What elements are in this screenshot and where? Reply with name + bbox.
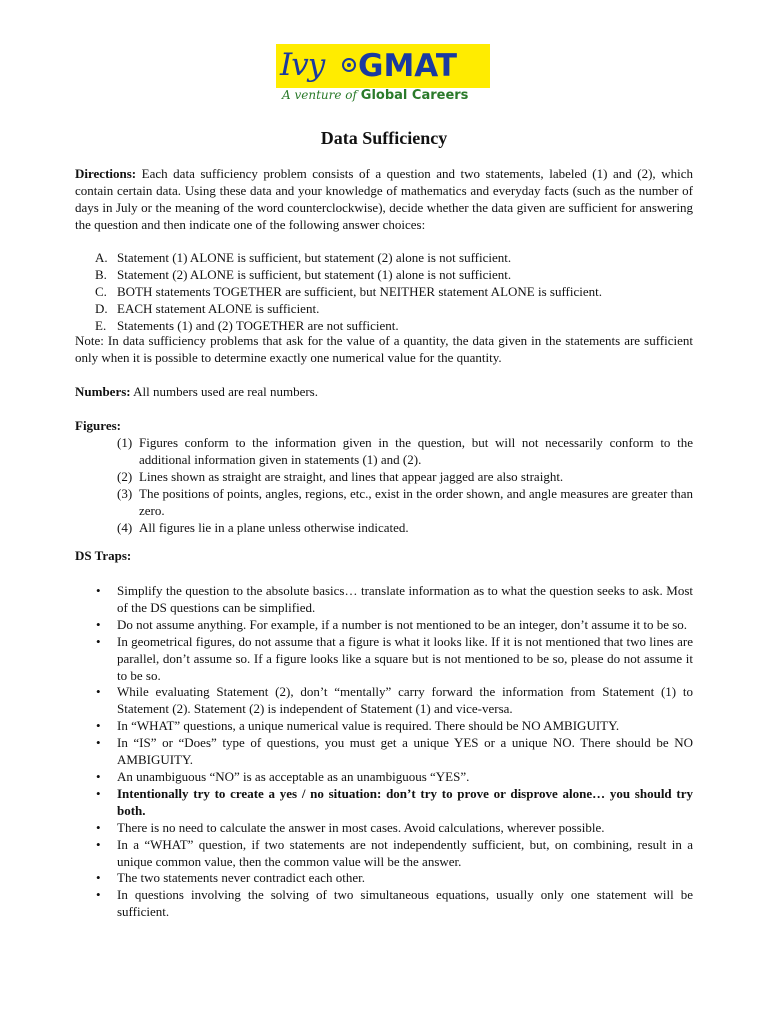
logo-tagline-prefix: A venture of <box>282 88 357 102</box>
list-item-text: An unambiguous “NO” is as acceptable as an unambiguous “YES”. <box>117 768 470 784</box>
list-item <box>96 735 693 769</box>
answer-choice <box>75 301 693 318</box>
figure-rule <box>117 486 693 520</box>
list-item-text: The two statements never contradict each other. <box>117 870 365 886</box>
figure-rule-text: All figures lie in a plane unless otherwise indicated. <box>139 519 409 535</box>
choice-letter: D. <box>95 300 108 316</box>
figures-heading: Figures: <box>75 418 121 433</box>
bullet-icon: • <box>96 819 101 835</box>
logo-tagline-brand: Global Careers <box>360 88 469 103</box>
list-item-text: There is no need to calculate the answer in most cases. Avoid calculations, wherever possible. <box>117 819 605 835</box>
directions-paragraph <box>75 166 693 234</box>
list-item <box>96 718 693 735</box>
answer-choices-list <box>75 250 693 335</box>
note-paragraph: Note: In data sufficiency problems that ask for the value of a quantity, the data given in the statements are sufficient only when it is possible to determine exactly one numerical value for the quantity. <box>75 333 693 365</box>
choice-text: Statements (1) and (2) TOGETHER are not sufficient. <box>117 317 399 333</box>
answer-choice <box>75 267 693 284</box>
figure-rule-number: (2) <box>117 468 133 484</box>
bullet-icon: • <box>96 616 101 632</box>
bullet-icon: • <box>96 583 101 598</box>
bullet-icon: • <box>96 870 101 886</box>
bullet-icon: • <box>96 718 101 734</box>
list-item-text: Intentionally try to create a yes / no situation: don’t try to prove or disprove alone… you should try both. <box>117 785 693 818</box>
bullet-icon: • <box>96 887 101 903</box>
figure-rule <box>117 520 693 537</box>
list-item-text: Simplify the question to the absolute basics… translate information as to what the question seeks to ask. Most of the DS questions can be simplified. <box>117 583 693 615</box>
list-item <box>96 583 693 617</box>
choice-text: Statement (1) ALONE is sufficient, but statement (2) alone is not sufficient. <box>117 250 512 265</box>
figure-rule-number: (4) <box>117 519 133 535</box>
figure-rule <box>117 469 693 486</box>
list-item <box>96 870 693 887</box>
ds-traps-heading: DS Traps: <box>75 548 132 563</box>
directions-label: Directions: <box>75 166 137 181</box>
logo-gmat-text: GMAT <box>358 48 458 84</box>
directions-text: Each data sufficiency problem consists of a question and two statements, labeled (1) and (2), which contain certain data. Using these data and your knowledge of mathematics and everyday facts (such as the number of days in July or the meaning of the word counterclockwise), decide whether the data given are sufficient for answering the question and then indicate one of the following answer choices: <box>75 166 693 232</box>
logo-ivy-text: Ivy <box>280 47 325 83</box>
list-item-text: While evaluating Statement (2), don’t “mentally” carry forward the information from Statement (1) to Statement (2). Statement (2) is independent of Statement (1) and vice-versa. <box>117 684 693 717</box>
logo-tagline <box>282 88 468 103</box>
page-title: Data Sufficiency <box>320 128 448 148</box>
numbers-text: All numbers used are real numbers. <box>130 384 318 399</box>
ds-traps-list <box>96 583 693 921</box>
bullet-icon: • <box>96 633 101 649</box>
ivygmat-logo <box>276 44 490 108</box>
figure-rule-text: Figures conform to the information given in the question, but will not necessarily conform to the additional information given in statements (1) and (2). <box>139 435 693 467</box>
logo-target-icon <box>342 58 356 72</box>
answer-choice <box>75 318 693 335</box>
bullet-icon: • <box>96 768 101 784</box>
list-item <box>96 617 693 634</box>
figure-rule-text: Lines shown as straight are straight, and lines that appear jagged are also straight. <box>139 468 564 484</box>
figure-rule <box>117 435 693 469</box>
choice-letter: A. <box>95 250 108 265</box>
numbers-label: Numbers: <box>75 384 131 399</box>
list-item-text: In a “WHAT” question, if two statements are not independently sufficient, but, on combining, result in a unique common value, then the common value will be the answer. <box>117 836 693 869</box>
choice-text: BOTH statements TOGETHER are sufficient, but NEITHER statement ALONE is sufficient. <box>117 283 603 299</box>
list-item-text: Do not assume anything. For example, if a number is not mentioned to be an integer, don’t assume it to be so. <box>117 616 688 632</box>
list-item <box>96 887 693 921</box>
figure-rule-number: (1) <box>117 435 133 450</box>
list-item-text: In “WHAT” questions, a unique numerical value is required. There should be NO AMBIGUITY. <box>117 718 620 734</box>
list-item-text: In geometrical figures, do not assume that a figure is what it looks like. If it is not mentioned that two lines are parallel, don’t assume so. If a figure looks like a square but is not mentioned to be so, please do not assume it to be so. <box>117 633 693 683</box>
answer-choice <box>75 250 693 267</box>
bullet-icon: • <box>96 836 101 852</box>
list-item-text: In “IS” or “Does” type of questions, you must get a unique YES or a unique NO. There should be NO AMBIGUITY. <box>117 735 693 768</box>
list-item-text: In questions involving the solving of two simultaneous equations, usually only one statement will be sufficient. <box>117 887 693 920</box>
figure-rule-number: (3) <box>117 485 133 501</box>
figure-rule-text: The positions of points, angles, regions, etc., exist in the order shown, and angle measures are greater than zero. <box>139 485 693 518</box>
bullet-icon: • <box>96 684 101 700</box>
list-item <box>96 786 693 820</box>
figures-list <box>117 435 693 536</box>
bullet-icon: • <box>96 785 101 801</box>
choice-text: EACH statement ALONE is sufficient. <box>117 300 320 316</box>
choice-letter: C. <box>95 283 107 299</box>
choice-letter: B. <box>95 266 107 282</box>
list-item <box>96 684 693 718</box>
numbers-paragraph <box>75 384 693 401</box>
list-item <box>96 820 693 837</box>
list-item <box>96 769 693 786</box>
choice-letter: E. <box>95 317 107 333</box>
answer-choice <box>75 284 693 301</box>
bullet-icon: • <box>96 735 101 751</box>
list-item <box>96 837 693 871</box>
choice-text: Statement (2) ALONE is sufficient, but statement (1) alone is not sufficient. <box>117 266 512 282</box>
list-item <box>96 634 693 685</box>
